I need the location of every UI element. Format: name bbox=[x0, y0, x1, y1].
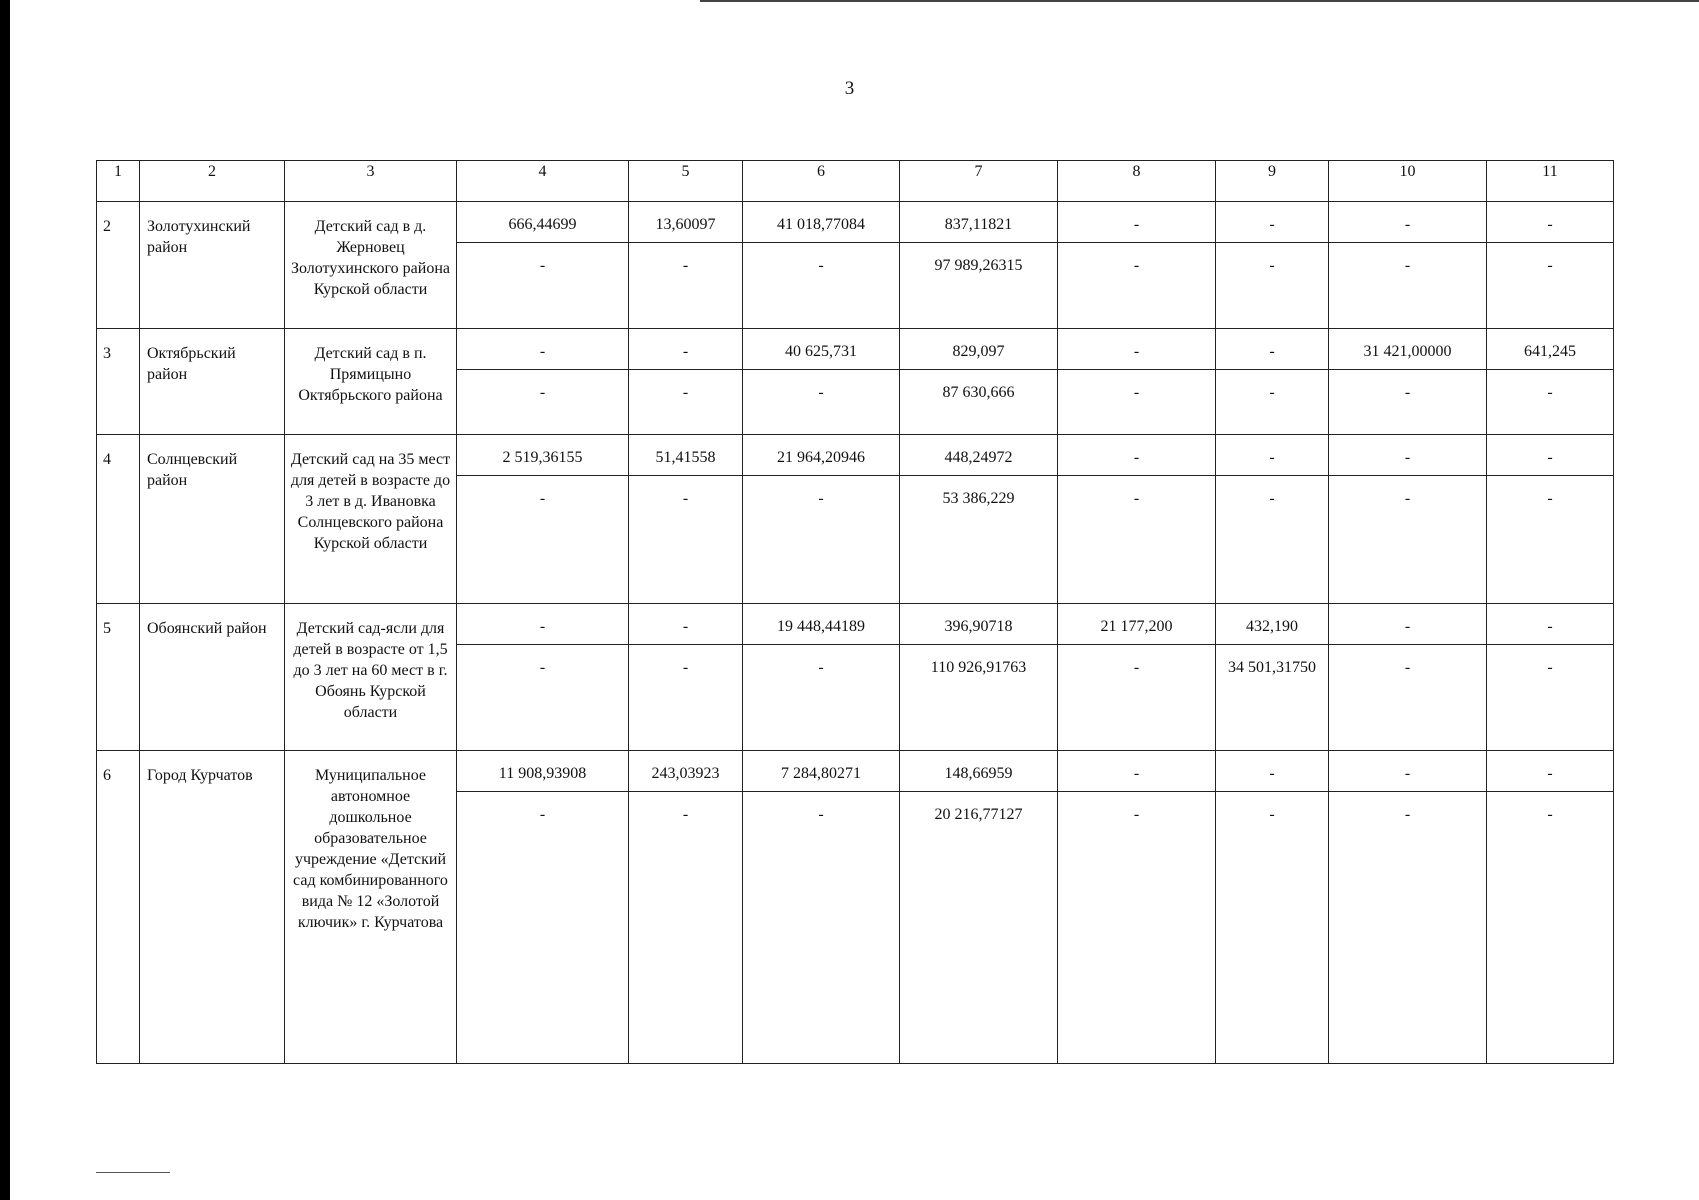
value-cell: - bbox=[457, 243, 629, 328]
value-cell: - bbox=[457, 476, 629, 604]
scan-left-edge bbox=[0, 0, 10, 1200]
object-name: Детский сад в п. Прямицыно Октябрьского района bbox=[285, 328, 457, 434]
value-cell: - bbox=[1058, 328, 1216, 369]
value-cell: 829,097 bbox=[900, 328, 1058, 369]
value-cell: 41 018,77084 bbox=[743, 202, 900, 243]
value-cell: 87 630,666 bbox=[900, 369, 1058, 434]
value-cell: - bbox=[1216, 435, 1329, 476]
value-cell: 2 519,36155 bbox=[457, 435, 629, 476]
value-cell: - bbox=[1487, 369, 1614, 434]
value-cell: - bbox=[1216, 369, 1329, 434]
value-cell: - bbox=[1216, 328, 1329, 369]
value-cell: - bbox=[1058, 476, 1216, 604]
header-cell: 6 bbox=[743, 161, 900, 202]
row-index: 3 bbox=[97, 328, 140, 434]
region-name: Октябрьский район bbox=[140, 328, 285, 434]
value-cell: 13,60097 bbox=[629, 202, 743, 243]
value-cell: - bbox=[743, 645, 900, 750]
value-cell: - bbox=[629, 645, 743, 750]
value-cell: - bbox=[1216, 476, 1329, 604]
value-cell: - bbox=[1329, 750, 1487, 791]
value-cell: - bbox=[1329, 791, 1487, 1063]
value-cell: - bbox=[457, 603, 629, 644]
row-index: 4 bbox=[97, 435, 140, 604]
header-cell: 7 bbox=[900, 161, 1058, 202]
value-cell: - bbox=[1058, 750, 1216, 791]
value-cell: - bbox=[629, 369, 743, 434]
value-cell: - bbox=[1487, 645, 1614, 750]
region-name: Город Курчатов bbox=[140, 750, 285, 1063]
value-cell: - bbox=[1058, 243, 1216, 328]
value-cell: - bbox=[629, 476, 743, 604]
value-cell: - bbox=[1216, 202, 1329, 243]
value-cell: - bbox=[743, 476, 900, 604]
value-cell: 21 964,20946 bbox=[743, 435, 900, 476]
value-cell: - bbox=[1487, 202, 1614, 243]
value-cell: - bbox=[1058, 791, 1216, 1063]
value-cell: - bbox=[743, 791, 900, 1063]
table-row bbox=[97, 435, 1614, 476]
value-cell: 19 448,44189 bbox=[743, 603, 900, 644]
value-cell: - bbox=[1487, 750, 1614, 791]
region-name: Обоянский район bbox=[140, 603, 285, 750]
value-cell: - bbox=[1058, 202, 1216, 243]
header-cell: 2 bbox=[140, 161, 285, 202]
value-cell: - bbox=[629, 791, 743, 1063]
header-cell: 8 bbox=[1058, 161, 1216, 202]
value-cell: 7 284,80271 bbox=[743, 750, 900, 791]
header-cell: 10 bbox=[1329, 161, 1487, 202]
footnote-rule bbox=[96, 1172, 170, 1173]
region-name: Золотухинский район bbox=[140, 202, 285, 329]
value-cell: 53 386,229 bbox=[900, 476, 1058, 604]
page-number: 3 bbox=[844, 78, 855, 99]
header-cell: 4 bbox=[457, 161, 629, 202]
value-cell: - bbox=[1216, 243, 1329, 328]
object-name: Муниципальное автономное дошкольное образовательное учреждение «Детский сад комбинированного вида № 12 «Золотой ключик» г. Курчатова bbox=[285, 750, 457, 1063]
header-row bbox=[97, 161, 1614, 202]
value-cell: - bbox=[629, 328, 743, 369]
value-cell: 243,03923 bbox=[629, 750, 743, 791]
value-cell: - bbox=[1329, 645, 1487, 750]
value-cell: 448,24972 bbox=[900, 435, 1058, 476]
value-cell: - bbox=[1329, 369, 1487, 434]
value-cell: 837,11821 bbox=[900, 202, 1058, 243]
value-cell: 21 177,200 bbox=[1058, 603, 1216, 644]
value-cell: 20 216,77127 bbox=[900, 791, 1058, 1063]
row-index: 2 bbox=[97, 202, 140, 329]
data-table bbox=[96, 160, 1614, 1064]
header-cell: 5 bbox=[629, 161, 743, 202]
value-cell: - bbox=[1329, 603, 1487, 644]
value-cell: 432,190 bbox=[1216, 603, 1329, 644]
scan-top-rule bbox=[700, 0, 1699, 2]
value-cell: - bbox=[743, 243, 900, 328]
header-cell: 11 bbox=[1487, 161, 1614, 202]
value-cell: 40 625,731 bbox=[743, 328, 900, 369]
value-cell: 396,90718 bbox=[900, 603, 1058, 644]
row-index: 5 bbox=[97, 603, 140, 750]
table-row bbox=[97, 202, 1614, 243]
value-cell: 34 501,31750 bbox=[1216, 645, 1329, 750]
value-cell: - bbox=[457, 328, 629, 369]
value-cell: 31 421,00000 bbox=[1329, 328, 1487, 369]
table-row bbox=[97, 750, 1614, 791]
value-cell: - bbox=[1329, 476, 1487, 604]
value-cell: - bbox=[1329, 243, 1487, 328]
header-cell: 1 bbox=[97, 161, 140, 202]
value-cell: - bbox=[457, 645, 629, 750]
value-cell: - bbox=[1058, 369, 1216, 434]
value-cell: 97 989,26315 bbox=[900, 243, 1058, 328]
value-cell: - bbox=[1216, 791, 1329, 1063]
value-cell: - bbox=[1329, 202, 1487, 243]
value-cell: - bbox=[1487, 603, 1614, 644]
object-name: Детский сад на 35 мест для детей в возрасте до 3 лет в д. Ивановка Солнцевского района Курской области bbox=[285, 435, 457, 604]
value-cell: - bbox=[629, 603, 743, 644]
object-name: Детский сад-ясли для детей в возрасте от 1,5 до 3 лет на 60 мест в г. Обоянь Курской области bbox=[285, 603, 457, 750]
value-cell: - bbox=[1487, 476, 1614, 604]
value-cell: - bbox=[457, 369, 629, 434]
value-cell: - bbox=[457, 791, 629, 1063]
value-cell: 666,44699 bbox=[457, 202, 629, 243]
value-cell: - bbox=[1487, 435, 1614, 476]
value-cell: - bbox=[629, 243, 743, 328]
value-cell: - bbox=[1058, 435, 1216, 476]
row-index: 6 bbox=[97, 750, 140, 1063]
value-cell: - bbox=[743, 369, 900, 434]
value-cell: 51,41558 bbox=[629, 435, 743, 476]
value-cell: - bbox=[1216, 750, 1329, 791]
value-cell: 148,66959 bbox=[900, 750, 1058, 791]
value-cell: 110 926,91763 bbox=[900, 645, 1058, 750]
value-cell: - bbox=[1487, 791, 1614, 1063]
header-cell: 9 bbox=[1216, 161, 1329, 202]
region-name: Солнцевский район bbox=[140, 435, 285, 604]
header-cell: 3 bbox=[285, 161, 457, 202]
table-row bbox=[97, 603, 1614, 644]
object-name: Детский сад в д. Жерновец Золотухинского района Курской области bbox=[285, 202, 457, 329]
value-cell: 11 908,93908 bbox=[457, 750, 629, 791]
table-row bbox=[97, 328, 1614, 369]
value-cell: 641,245 bbox=[1487, 328, 1614, 369]
value-cell: - bbox=[1058, 645, 1216, 750]
value-cell: - bbox=[1329, 435, 1487, 476]
value-cell: - bbox=[1487, 243, 1614, 328]
